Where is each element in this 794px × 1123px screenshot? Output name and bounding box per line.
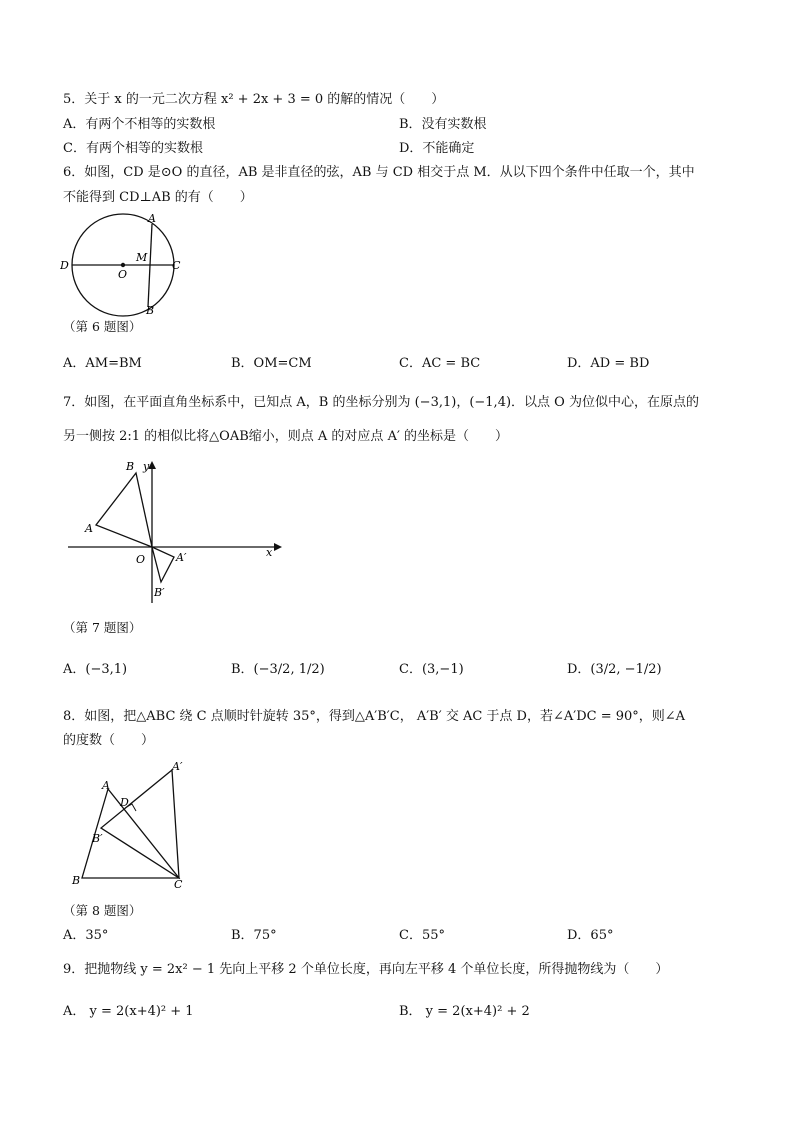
label-m: M: [136, 251, 148, 264]
q9-option-a: A． y = 2(x+4)² + 1: [63, 1004, 194, 1019]
q8-rotation-figure: [68, 758, 198, 890]
label-d: D: [120, 796, 129, 809]
q5-option-a: A．有两个不相等的实数根: [63, 117, 216, 132]
q7-stem-line1: 7．如图，在平面直角坐标系中，已知点 A，B 的坐标分别为 (−3,1)，(−1,4)．以点 O 为位似中心，在原点的: [63, 395, 699, 410]
q8-stem-line2: 的度数（ ）: [63, 733, 155, 748]
q8-caption: （第 8 题图）: [63, 903, 142, 918]
q7-coordinate-figure: [60, 455, 290, 605]
q6-option-a: A．AM=BM: [63, 356, 142, 371]
label-c: C: [172, 259, 181, 272]
q7-option-b: B．(−3/2, 1/2): [231, 662, 325, 677]
q5-option-d: D．不能确定: [399, 141, 475, 156]
label-o: O: [118, 268, 128, 281]
q6-option-d: D．AD = BD: [567, 356, 650, 371]
label-b: B: [126, 460, 135, 473]
triangle-a1b1c: [101, 770, 179, 878]
label-a: A: [85, 522, 93, 535]
label-a-prime: A′: [176, 551, 187, 564]
q5-option-b: B．没有实数根: [399, 117, 487, 132]
q5-option-c: C．有两个相等的实数根: [63, 141, 203, 156]
label-d: D: [60, 259, 69, 272]
q8-option-d: D．65°: [567, 928, 614, 943]
q9-stem: 9．把抛物线 y = 2x² − 1 先向上平移 2 个单位长度，再向左平移 4 个单位长度，所得抛物线为（ ）: [63, 962, 669, 977]
center-point: [121, 263, 125, 267]
q5-stem: 5．关于 x 的一元二次方程 x² + 2x + 3 = 0 的解的情况（ ）: [63, 92, 445, 107]
q7-stem-line2: 另一侧按 2:1 的相似比将△OAB缩小，则点 A 的对应点 A′ 的坐标是（ ）: [63, 429, 509, 444]
label-a-prime: A′: [172, 760, 183, 773]
q8-stem-line1: 8．如图，把△ABC 绕 C 点顺时针旋转 35°，得到△A′B′C， A′B′ 交 AC 于点 D，若∠A′DC = 90°，则∠A: [63, 709, 686, 724]
q7-option-d: D．(3/2, −1/2): [567, 662, 662, 677]
label-b: B: [72, 874, 81, 887]
triangle-oab: [96, 473, 152, 547]
label-o: O: [136, 553, 146, 566]
q6-option-b: B．OM=CM: [231, 356, 312, 371]
q8-option-b: B．75°: [231, 928, 277, 943]
triangle-oa1b1: [152, 547, 174, 582]
label-b: B: [146, 304, 155, 317]
label-b-prime: B′: [92, 832, 103, 845]
label-c: C: [174, 878, 183, 890]
q8-option-a: A．35°: [63, 928, 109, 943]
q8-option-c: C．55°: [399, 928, 445, 943]
label-b-prime: B′: [154, 586, 165, 599]
q7-caption: （第 7 题图）: [63, 620, 142, 635]
label-y: y: [143, 460, 150, 473]
q9-option-b: B． y = 2(x+4)² + 2: [399, 1004, 530, 1019]
q7-option-a: A．(−3,1): [63, 662, 128, 677]
q6-stem-line2: 不能得到 CD⊥AB 的有（ ）: [63, 190, 253, 205]
label-a: A: [102, 779, 110, 792]
x-axis-arrow: [274, 543, 282, 551]
q6-caption: （第 6 题图）: [63, 319, 142, 334]
q6-circle-figure: [60, 210, 190, 320]
q7-option-c: C．(3,−1): [399, 662, 464, 677]
q6-stem-line1: 6．如图，CD 是⊙O 的直径，AB 是非直径的弦，AB 与 CD 相交于点 M．从以下四个条件中任取一个，其中: [63, 165, 695, 180]
label-a: A: [148, 212, 156, 225]
label-x: x: [266, 546, 273, 559]
q6-option-c: C．AC = BC: [399, 356, 481, 371]
